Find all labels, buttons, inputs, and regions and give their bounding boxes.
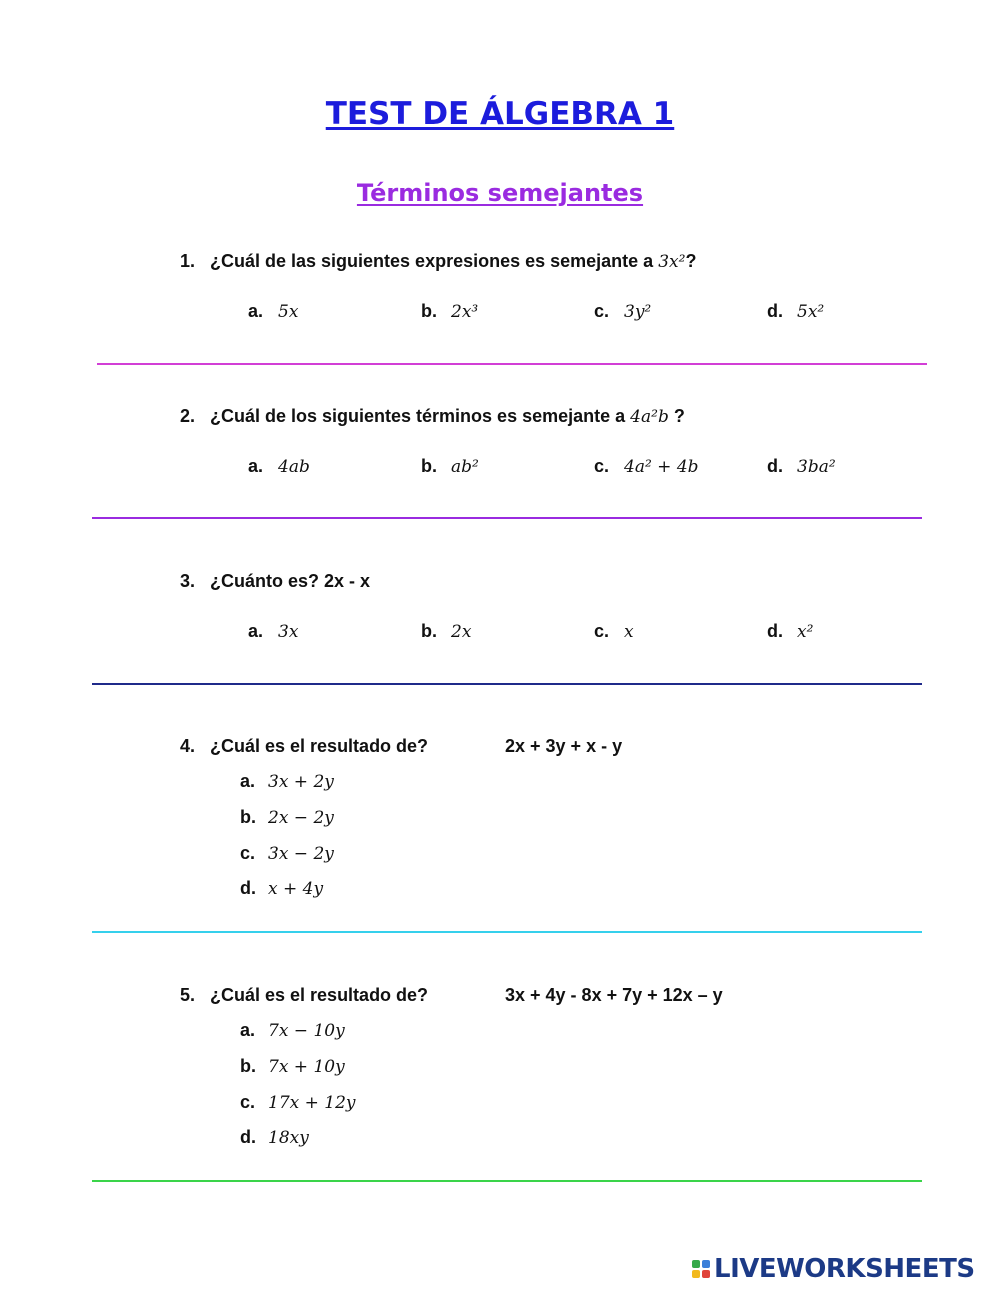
question-end: ? (685, 251, 697, 271)
question-prompt: ¿Cuál es el resultado de? (210, 736, 429, 756)
option-4b[interactable]: b. 2x − 2y (240, 807, 334, 828)
option-4d[interactable]: d. x + 4y (240, 878, 324, 899)
question-prompt: ¿Cuál de las siguientes expresiones es semejante a (210, 251, 654, 271)
page-title: TEST DE ÁLGEBRA 1 (325, 96, 675, 132)
option-3d[interactable]: d. x² (767, 621, 814, 642)
option-5b[interactable]: b. 7x + 10y (240, 1056, 345, 1077)
option-5d[interactable]: d. 18xy (240, 1127, 309, 1148)
option-1b[interactable]: b. 2x³ (421, 301, 479, 322)
option-1d[interactable]: d. 5x² (767, 301, 825, 322)
question-prompt: ¿Cuál es el resultado de? (210, 985, 429, 1005)
page-subtitle: Términos semejantes (356, 179, 644, 207)
question-expression: 3x + 4y - 8x + 7y + 12x – y (505, 985, 723, 1005)
separator-2 (92, 517, 922, 519)
liveworksheets-logo (692, 1254, 992, 1284)
question-4 (180, 736, 623, 757)
question-number: 5. (180, 985, 196, 1005)
separator-4 (92, 931, 922, 933)
question-number: 2. (180, 406, 196, 426)
question-expression: 2x + 3y + x - y (505, 736, 623, 756)
question-number: 3. (180, 571, 196, 591)
separator-3 (92, 683, 922, 685)
option-2c[interactable]: c. 4a² + 4b (594, 456, 699, 477)
option-3a[interactable]: a. 3x (248, 621, 299, 642)
question-prompt: ¿Cuánto es? 2x - x (210, 571, 371, 591)
option-5c[interactable]: c. 17x + 12y (240, 1092, 356, 1113)
logo-mark-icon (692, 1260, 710, 1278)
option-4a[interactable]: a. 3x + 2y (240, 771, 334, 792)
option-1a[interactable]: a. 5x (248, 301, 299, 322)
option-2b[interactable]: b. ab² (421, 456, 479, 477)
question-prompt: ¿Cuál de los siguientes términos es semejante a (210, 406, 626, 426)
question-number: 4. (180, 736, 196, 756)
option-2d[interactable]: d. 3ba² (767, 456, 836, 477)
question-5 (180, 985, 723, 1006)
question-end: ? (673, 406, 685, 426)
separator-1 (97, 363, 927, 365)
option-3b[interactable]: b. 2x (421, 621, 472, 642)
question-number: 1. (180, 251, 196, 271)
separator-5 (92, 1180, 922, 1182)
option-3c[interactable]: c. x (594, 621, 634, 642)
question-3 (180, 571, 370, 592)
option-4c[interactable]: c. 3x − 2y (240, 843, 334, 864)
option-1c[interactable]: c. 3y² (594, 301, 652, 322)
question-1 (180, 251, 696, 272)
logo-text: LIVEWORKSHEETS (714, 1254, 975, 1284)
option-5a[interactable]: a. 7x − 10y (240, 1020, 345, 1041)
option-2a[interactable]: a. 4ab (248, 456, 310, 477)
question-target-expression: 4a²b (630, 407, 669, 427)
question-target-expression: 3x² (658, 252, 686, 272)
question-2 (180, 406, 685, 427)
